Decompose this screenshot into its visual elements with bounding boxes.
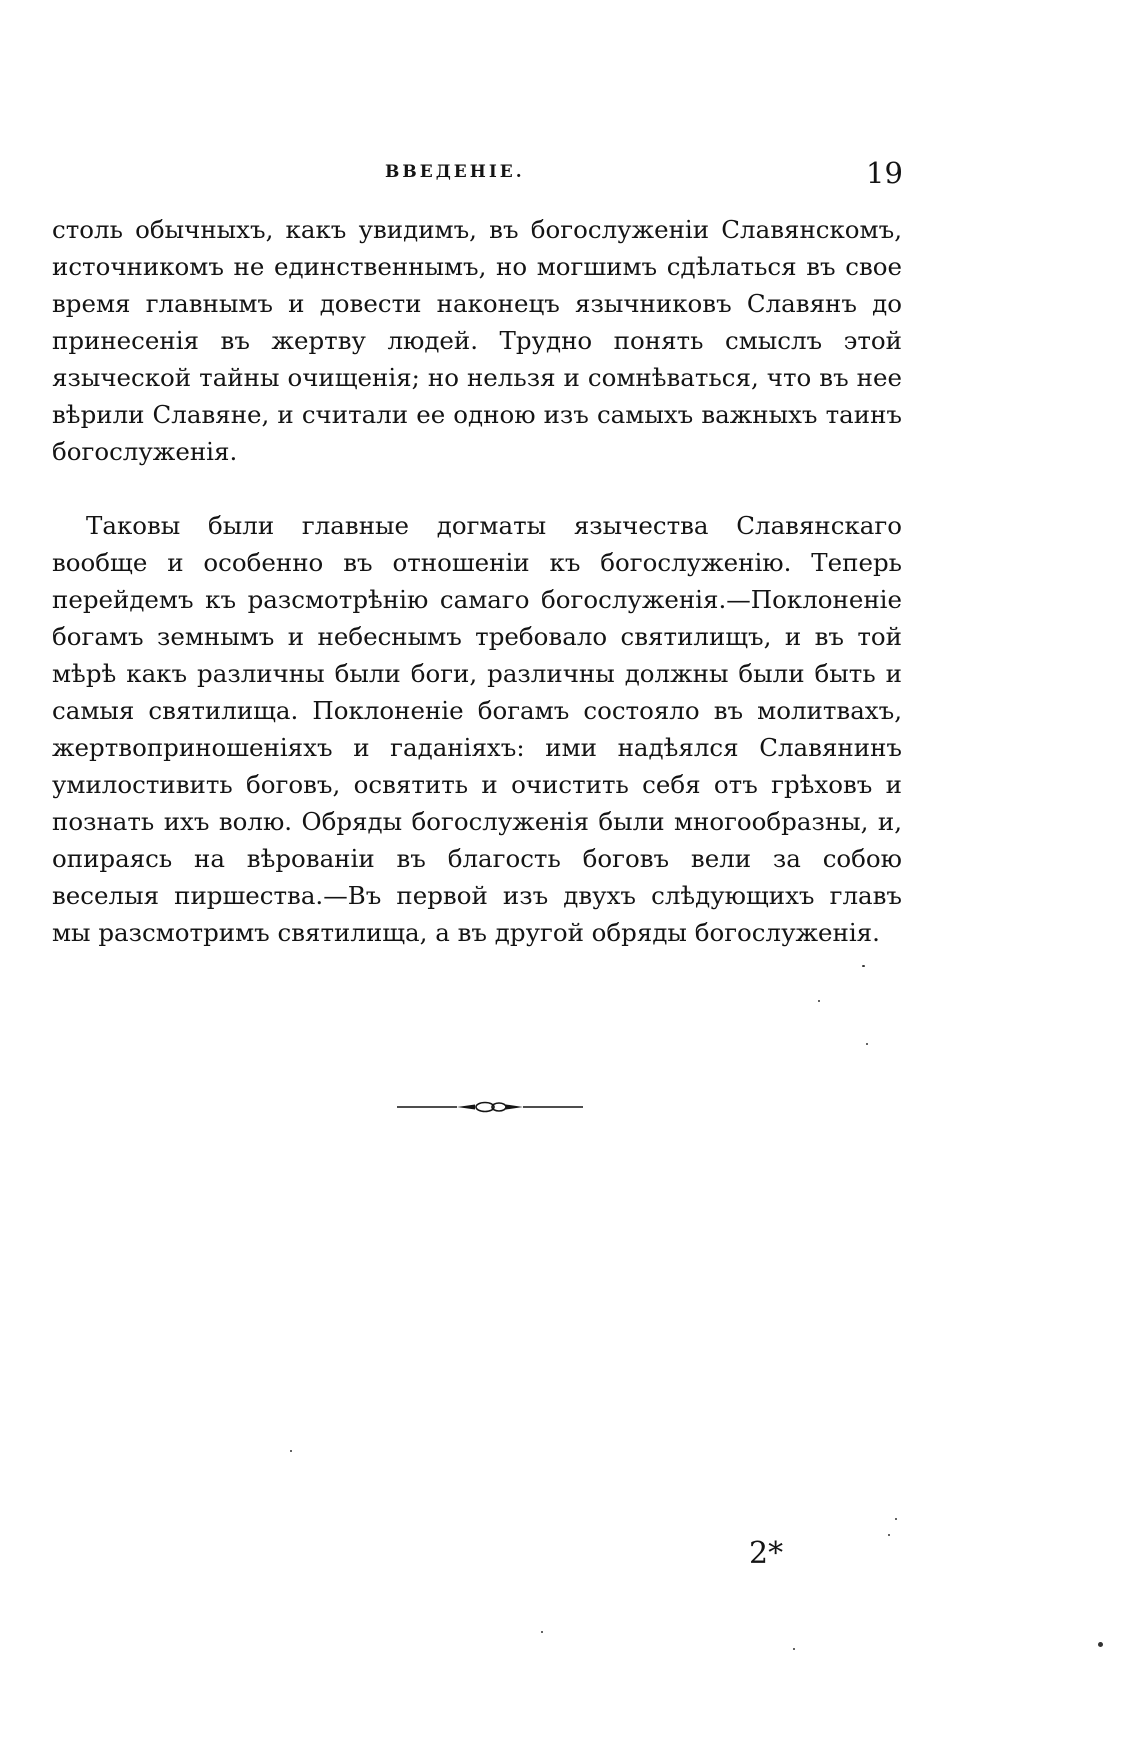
print-speck — [290, 1450, 292, 1452]
body-paragraph-2: Таковы были главные догматы язычества Славянскаго вообще и особенно въ отношеніи къ богослуженію. Теперь перейдемъ къ разсмотрѣнію самаго богослуженія.—Поклоненіе богамъ земнымъ и небеснымъ требовало святилищъ, и въ той мѣрѣ какъ различны были боги, различны должны были быть и самыя святилища. Поклоненіе богамъ состояло въ молитвахъ, жертвоприношеніяхъ и гаданіяхъ: ими надѣялся Славянинъ умилостивить боговъ, освятить и очистить себя отъ грѣховъ и познать ихъ волю. Обряды богослуженія были многообразны, и, опираясь на вѣрованіи въ благость боговъ вели за собою веселыя пиршества.—Въ первой изъ двухъ слѣдующихъ главъ мы разсмотримъ святилища, а въ другой обряды богослуженія. — [52, 511, 902, 947]
page-number: 19 — [866, 156, 903, 190]
print-speck — [866, 1043, 868, 1045]
print-speck — [793, 1648, 795, 1650]
section-end-ornament — [395, 1100, 585, 1114]
print-speck — [541, 1631, 543, 1633]
print-speck — [888, 1534, 890, 1536]
print-speck — [895, 1518, 897, 1520]
ornament-arrow-left — [457, 1105, 475, 1110]
signature-mark: 2* — [749, 1536, 784, 1571]
print-speck — [1098, 1642, 1103, 1647]
ornament-arrow-right — [506, 1105, 523, 1110]
print-speck — [818, 1000, 820, 1002]
body-paragraph-1: столь обычныхъ, какъ увидимъ, въ богослуженіи Славянскомъ, источникомъ не единственнымъ, но могшимъ сдѣлаться въ свое время главнымъ и довести наконецъ язычниковъ Славянъ до принесенія въ жертву людей. Трудно понять смыслъ этой языческой тайны очищенія; но нельзя и сомнѣваться, что въ нее вѣрили Славяне, и считали ее одною изъ самыхъ важныхъ таинъ богослуженія. — [52, 215, 902, 466]
running-head: ВВЕДЕНІЕ. — [385, 162, 525, 182]
print-speck — [862, 965, 865, 967]
